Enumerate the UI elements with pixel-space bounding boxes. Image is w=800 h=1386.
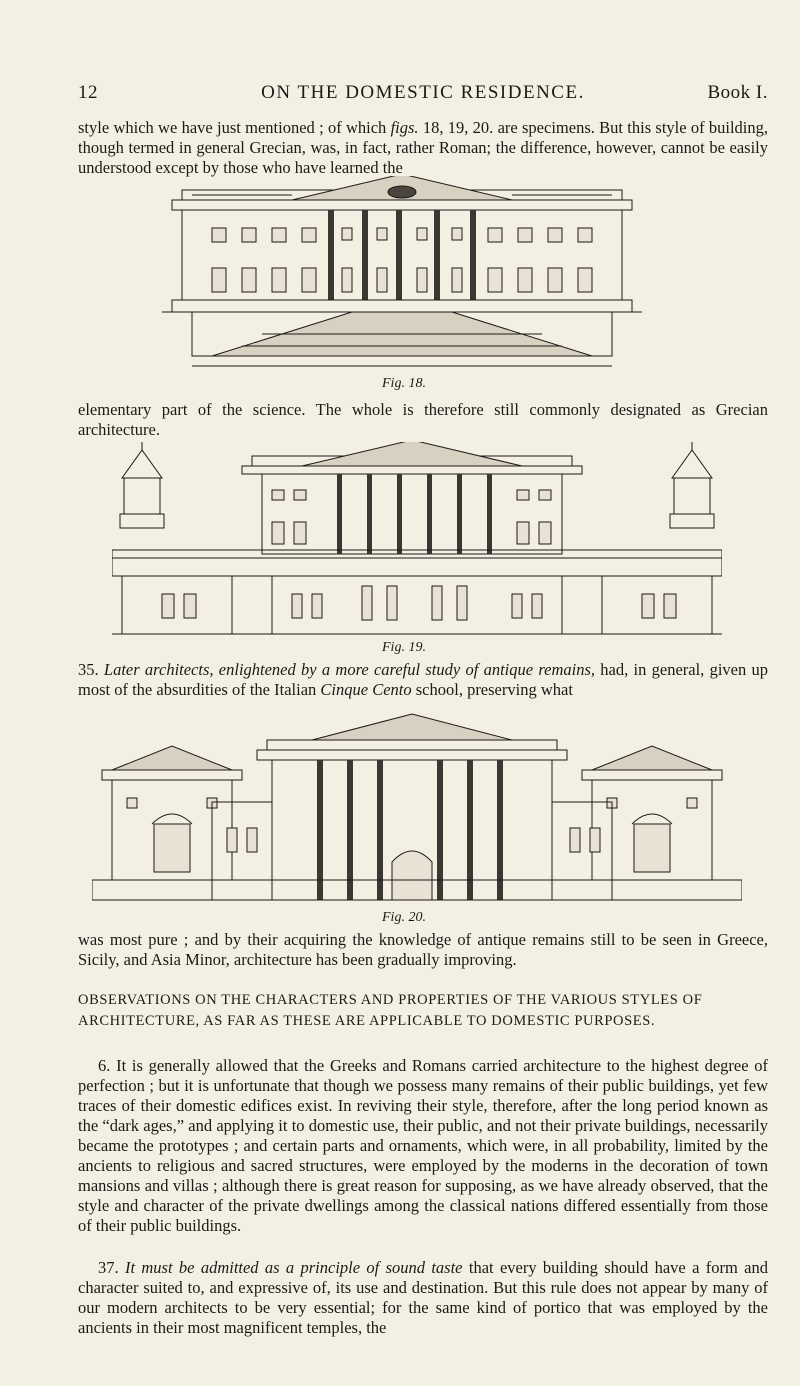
figure-19-elevation — [112, 442, 722, 637]
section-heading: OBSERVATIONS ON THE CHARACTERS AND PROPERTIES OF THE VARIOUS STYLES OF ARCHITECTURE, AS FAR AS THESE ARE APPLICABLE TO DOMESTIC PURPOSES. — [78, 992, 703, 1029]
figure-20-elevation — [92, 712, 742, 912]
paragraph-elementary: elementary part of the science. The whole is therefore still commonly designated as Grecian architecture. — [78, 400, 768, 439]
figure-18-caption: Fig. 18. — [382, 376, 426, 391]
para1-lead: style which we have just mentioned ; of which — [78, 118, 391, 137]
paragraph-intro — [78, 118, 768, 178]
running-header — [78, 82, 768, 106]
para37-italic: It must be admitted as a principle of sound taste — [124, 1258, 463, 1277]
para1-rest: 18, 19, 20. are specimens. But this style of building, though termed in general Grecian, was, in fact, rather Roman; the difference, however, cannot be easily understood except by those who have learned the — [78, 118, 769, 177]
paragraph-improving: was most pure ; and by their acquiring the knowledge of antique remains still to be seen in Greece, Sicily, and Asia Minor, architecture has been gradually improving. — [78, 930, 768, 969]
para37-number: 37. — [98, 1258, 119, 1277]
paragraph-6: 6. It is generally allowed that the Greeks and Romans carried architecture to the highest degree of perfection ; but it is unfortunate that though we possess many remains of their public buildings, yet few traces of their domestic edifices exist. In reviving their style, therefore, after the long period known as the “dark ages,” and applying it to domestic use, their public, and not their private buildings, necessarily became the prototypes ; and certain parts and ornaments, which were, in all probability, limited by the ancients to religious and sacred structures, were employed by the moderns in the decoration of town mansions and villas ; although there is great reason for supposing, as we have already observed, that the style and character of the private dwellings among the classical nations differed essentially from those of their public buildings. — [78, 1056, 768, 1235]
page-number: 12 — [78, 82, 98, 103]
para35-rest: school, preserving what — [411, 680, 573, 699]
paragraph-35 — [78, 660, 768, 700]
figure-18-elevation — [152, 176, 652, 376]
para35-italic: Later architects, enlightened by a more careful study of antique remains, — [103, 660, 596, 679]
para35-mid: had, in general, given up most of the absurdities of the Italian — [78, 660, 769, 699]
para35-italic2: Cinque Cento — [320, 680, 412, 699]
paragraph-37 — [78, 1258, 768, 1338]
book-label: Book I. — [707, 82, 768, 103]
running-title: ON THE DOMESTIC RESIDENCE. — [261, 82, 585, 103]
figure-19-caption: Fig. 19. — [382, 640, 426, 655]
figure-20-caption: Fig. 20. — [382, 910, 426, 925]
para37-rest: that every building should have a form and character suited to, and expressive of, its use and destination. But this rule does not appear by many of our modern architects to be very essential; for the same kind of portico that was employed by the ancients in their most magnificent temples, the — [78, 1258, 768, 1337]
para35-number: 35. — [78, 660, 99, 679]
para1-figs: figs. — [390, 118, 419, 137]
